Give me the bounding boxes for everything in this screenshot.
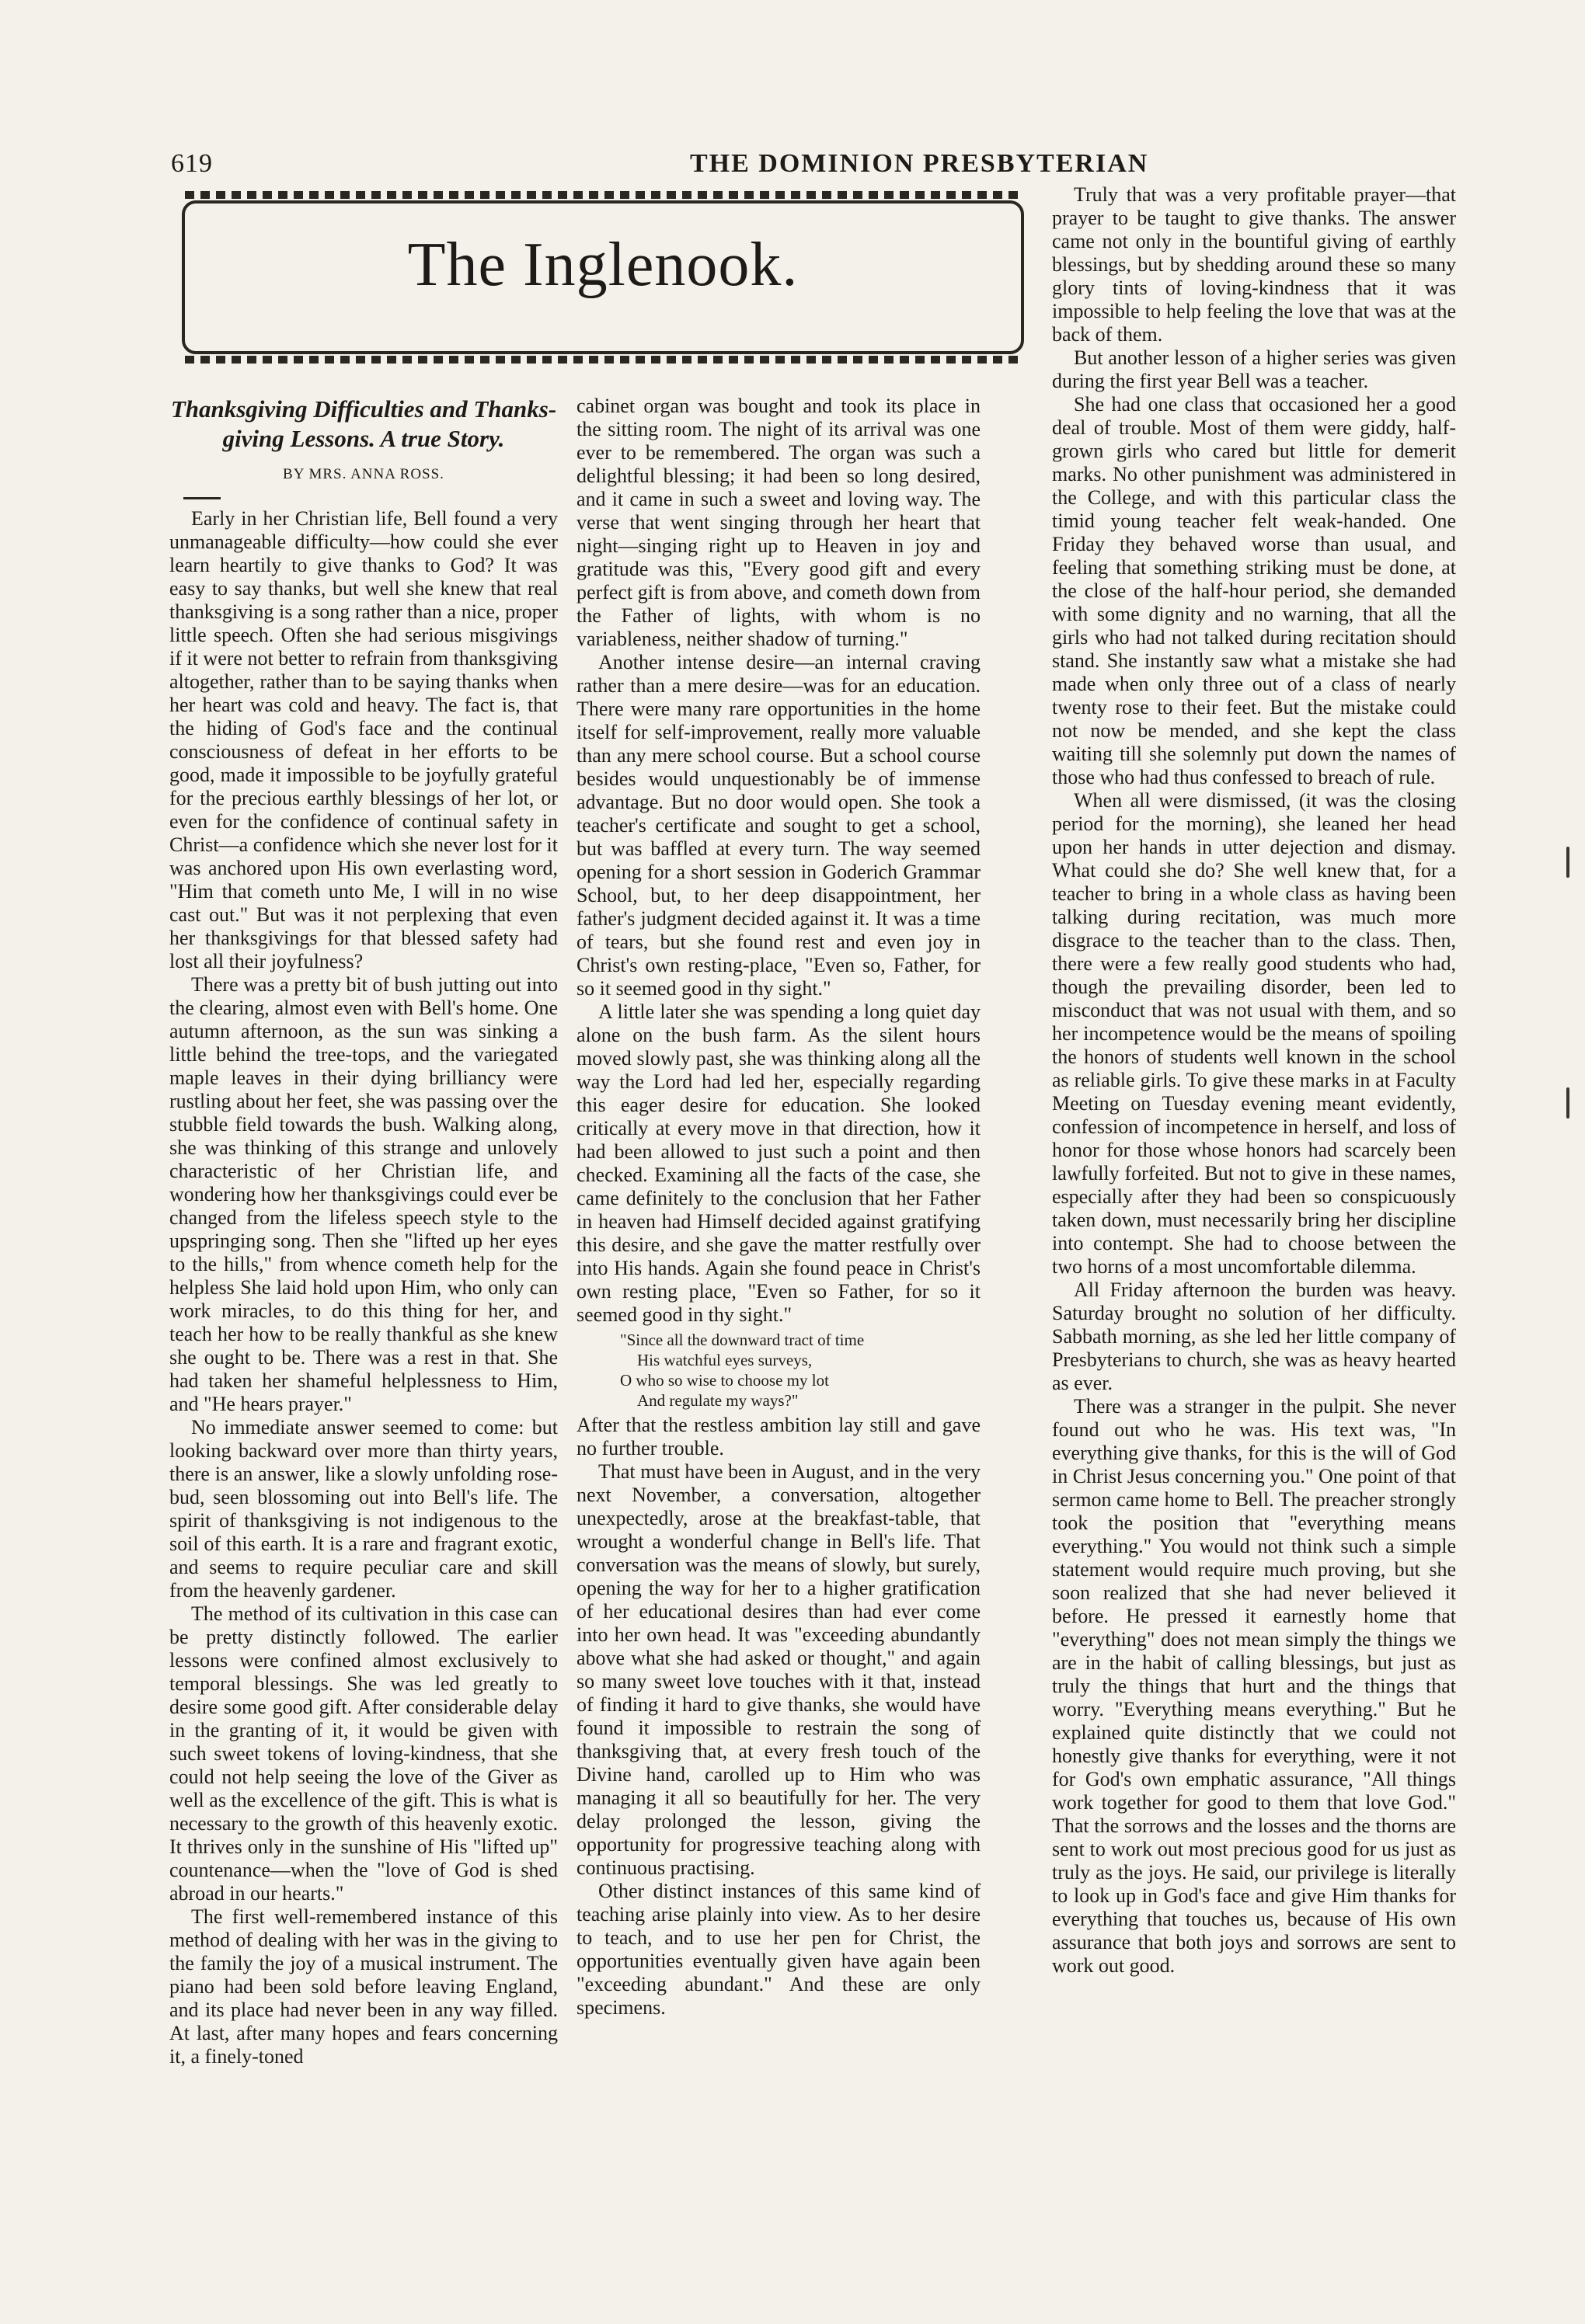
hymn-line: O who so wise to choose my lot xyxy=(620,1371,829,1390)
paragraph: When all were dismissed, (it was the closing period for the morning), she leaned her head upon her hands in utter dejection and dismay. What could she do? She well knew that, for a teacher to bring in a whole class as having been talking during recitation, was much more disgrace to the teacher than to the class. Then, there were a few really good students who had, though the prevailing disorder, been led to misconduct that was not usual with them, and so her incompetence would be the means of spoiling the honors of students well known in the school as reliable girls. To give these marks in at Faculty Meeting on Tuesday evening meant evidently, confession of incompetence in herself, and loss of honor for those whose honors had scarcely been lawfully forfeited. But not to give in these names, especially after they had been so conspicuously taken down, must necessarily bring her discipline into contempt. She had to choose between the two horns of a most uncomfortable dilemma. xyxy=(1052,789,1456,1278)
paragraph: That must have been in August, and in the very next November, a conversation, altogether unexpectedly, arose at the breakfast-table, that wrought a wonderful change in Bell's life. That conversation was the means of slowly, but surely, opening the way for her to a higher gratification of her educational desires than had ever come into her own head. It was "exceeding abundantly above what she had asked or thought," and again so many sweet love touches with it that, instead of finding it hard to give thanks, she would have found it impossible to restrain the song of thanksgiving that, at every fresh touch of the Divine hand, carolled up to Him who was managing it all so beautifully for her. The very delay prolonged the lesson, giving the opportunity for progressive teaching along with continuous practising. xyxy=(577,1460,981,1879)
article-byline: BY MRS. ANNA ROSS. xyxy=(283,466,444,482)
page-number: 619 xyxy=(171,149,213,178)
paragraph: A little later she was spending a long quiet day alone on the bush farm. As the silent hours moved slowly past, she was thinking along all the way the Lord had led her, especially regarding this eager desire for education. She looked critically at every move in that direction, how it had been allowed to just such a point and then checked. Examining all the facts of the case, she came definitely to the conclusion that her Father in heaven had Himself decided against gratifying this desire, and she gave the matter restfully over into His hands. Again she found peace in Christ's own resting place, "Even so Father, for so it seemed good in thy sight." xyxy=(577,1000,981,1326)
paragraph: Early in her Christian life, Bell found a very unmanageable difficulty—how could she ever learn heartily to give thanks to God? It was easy to say thanks, but well she knew that real thanksgiving is a song rather than a nice, proper little speech. Often she had serious misgivings if it were not better to refrain from thanksgiving altogether, rather than to be saying thanks when her heart was cold and heavy. The fact is, that the hiding of God's face and the continual consciousness of defeat in her efforts to be good, made it impossible to be joyfully grateful for the precious earthly blessings of her lot, or even for the confidence of continual safety in Christ—a confidence which she never lost for it was anchored upon His own everlasting word, "Him that cometh unto Me, I will in no wise cast out." But was it not perplexing that even her thanksgivings for that blessed safety had lost all their joyfulness? xyxy=(169,507,558,972)
paragraph: Other distinct instances of this same kind of teaching arise plainly into view. As to her desire to teach, and to use her pen for Christ, the opportunities eventually given have again been "exceeding abundant." And these are only specimens. xyxy=(577,1880,981,2019)
paragraph: There was a pretty bit of bush jutting out into the clearing, almost even with Bell's home. One autumn afternoon, as the sun was sinking a little behind the tree-tops, and the variegated maple leaves in their dying brilliancy were rustling about her feet, she was passing over the stubble field towards the bush. Walking along, she was thinking of this strange and unlovely characteristic of her Christian life, and wondering how her thanksgivings could ever be changed from the lifeless speech style to the upspringing song. Then she "lifted up her eyes to the hills," from whence cometh help for the helpless She laid hold upon Him, who only can work miracles, to do this thing for her, and teach her how to be really thankful as she knew she ought to be. There was a rest in that. She had taken her shameful helplessness to Him, and "He hears prayer." xyxy=(169,973,558,1415)
column-1 xyxy=(169,395,558,2068)
paragraph: Another intense desire—an internal craving rather than a mere desire—was for an education. There were many rare opportunities in the home itself for self-improvement, really more valuable than any mere school course. But a school course besides would unquestionably be of immense advantage. But no door would open. She took a teacher's certificate and sought to get a school, but was baffled at every turn. The way seemed opening for a short session in Goderich Grammar School, but, to her deep disappointment, her father's judgment decided against it. It was a time of tears, but she found rest and even joy in Christ's own resting-place, "Even so, Father, for so it seemed good in thy sight." xyxy=(577,651,981,1000)
section-title: The Inglenook. xyxy=(407,231,799,299)
paragraph: She had one class that occasioned her a good deal of trouble. Most of them were giddy, half-grown girls who cared but little for demerit marks. No other punishment was administered in the College, and with this particular class the timid young teacher felt weak-handed. One Friday they behaved worse than usual, and feeling that something striking must be done, at the close of the half-hour period, she demanded with some dignity and no warning, that all the girls who had not talked during recitation should stand. She instantly saw what a mistake she had made when only three out of a class of nearly twenty rose to their feet. But the mistake could not now be mended, and she kept the class waiting till she solemnly put down the names of those who had thus confessed to breach of rule. xyxy=(1052,393,1456,788)
margin-mark xyxy=(1566,847,1569,878)
running-head: THE DOMINION PRESBYTERIAN xyxy=(690,149,1149,178)
byline-rule xyxy=(183,497,221,499)
paragraph: No immediate answer seemed to come: but looking backward over more than thirty years, there is an answer, like a slowly unfolding rose-bud, seen blossoming out into Bell's life. The spirit of thanksgiving is not indigenous to the soil of this earth. It is a rare and fragrant exotic, and seems to require peculiar care and skill from the heavenly gardener. xyxy=(169,1416,558,1602)
paragraph: The first well-remembered instance of this method of dealing with her was in the giving to the family the joy of a musical instrument. The piano had been sold before leaving England, and its place had never been in any way filled. At last, after many hopes and fears concerning it, a finely-toned xyxy=(169,1905,558,2068)
hymn-line: "Since all the downward tract of time xyxy=(620,1331,865,1349)
hymn-quote xyxy=(620,1330,981,1411)
section-banner xyxy=(182,200,1024,354)
paragraph: There was a stranger in the pulpit. She never found out who he was. His text was, "In everything give thanks, for this is the will of God in Christ Jesus concerning you." One point of that sermon came home to Bell. The preacher strongly took the position that "everything means everything." You would not think such a simple statement would require much proving, but she soon realized that she had never believed it before. He pressed it earnestly home that "everything" does not mean simply the things we are in the habit of calling blessings, but just as truly the things that hurt and the things that worry. "Everything means everything." But he explained quite distinctly that we could not honestly give thanks for everything, were it not for God's own emphatic assurance, "All things work together for good to them that love God." That the sorrows and the losses and the thorns are sent to work out most precious good for us just as truly as the joys. He said, our privilege is literally to look up in God's face and give Him thanks for everything that touches us, because of His own assurance that both joys and sorrows are sent to work out good. xyxy=(1052,1395,1456,1977)
paragraph: The method of its cultivation in this case can be pretty distinctly followed. The earlier lessons were confined almost exclusively to temporal blessings. She was led greatly to desire some good gift. After considerable delay in the granting of it, it would be given with such sweet tokens of loving-kindness, that she could not help seeing the love of the Giver as well as the excellence of the gift. This is what is necessary to the growth of this heavenly exotic. It thrives only in the sunshine of His "lifted up" countenance—when the "love of God is shed abroad in our hearts." xyxy=(169,1602,558,1905)
paragraph: cabinet organ was bought and took its place in the sitting room. The night of its arrival was one ever to be remembered. The organ was such a delightful blessing; it had been so long desired, and it came in such a sweet and loving way. The verse that went singing through her heart that night—singing right up to Heaven in joy and gratitude was this, "Every good gift and every perfect gift is from above, and cometh down from the Father of lights, with whom is no variableness, neither shadow of turning." xyxy=(577,395,981,650)
hymn-line: And regulate my ways?" xyxy=(637,1391,799,1410)
column-3 xyxy=(1052,183,1456,1978)
paragraph: All Friday afternoon the burden was heavy. Saturday brought no solution of her difficulty. Sabbath morning, as she led her little company of Presbyterians to church, she was as heavy hearted as ever. xyxy=(1052,1279,1456,1394)
article-title: Thanksgiving Difficulties and Thanks-giving Lessons. A true Story. xyxy=(170,395,557,452)
margin-mark xyxy=(1566,1087,1569,1119)
paragraph: Truly that was a very profitable prayer—that prayer to be taught to give thanks. The answer came not only in the bountiful giving of earthly blessings, but by shedding around these so many glory tints of loving-kindness that it was impossible to help feeling the love that was at the back of them. xyxy=(1052,183,1456,346)
paragraph: After that the restless ambition lay still and gave no further trouble. xyxy=(577,1414,981,1459)
hymn-line: His watchful eyes surveys, xyxy=(637,1351,813,1369)
column-2 xyxy=(577,395,981,2020)
paragraph: But another lesson of a higher series was given during the first year Bell was a teacher. xyxy=(1052,346,1456,392)
